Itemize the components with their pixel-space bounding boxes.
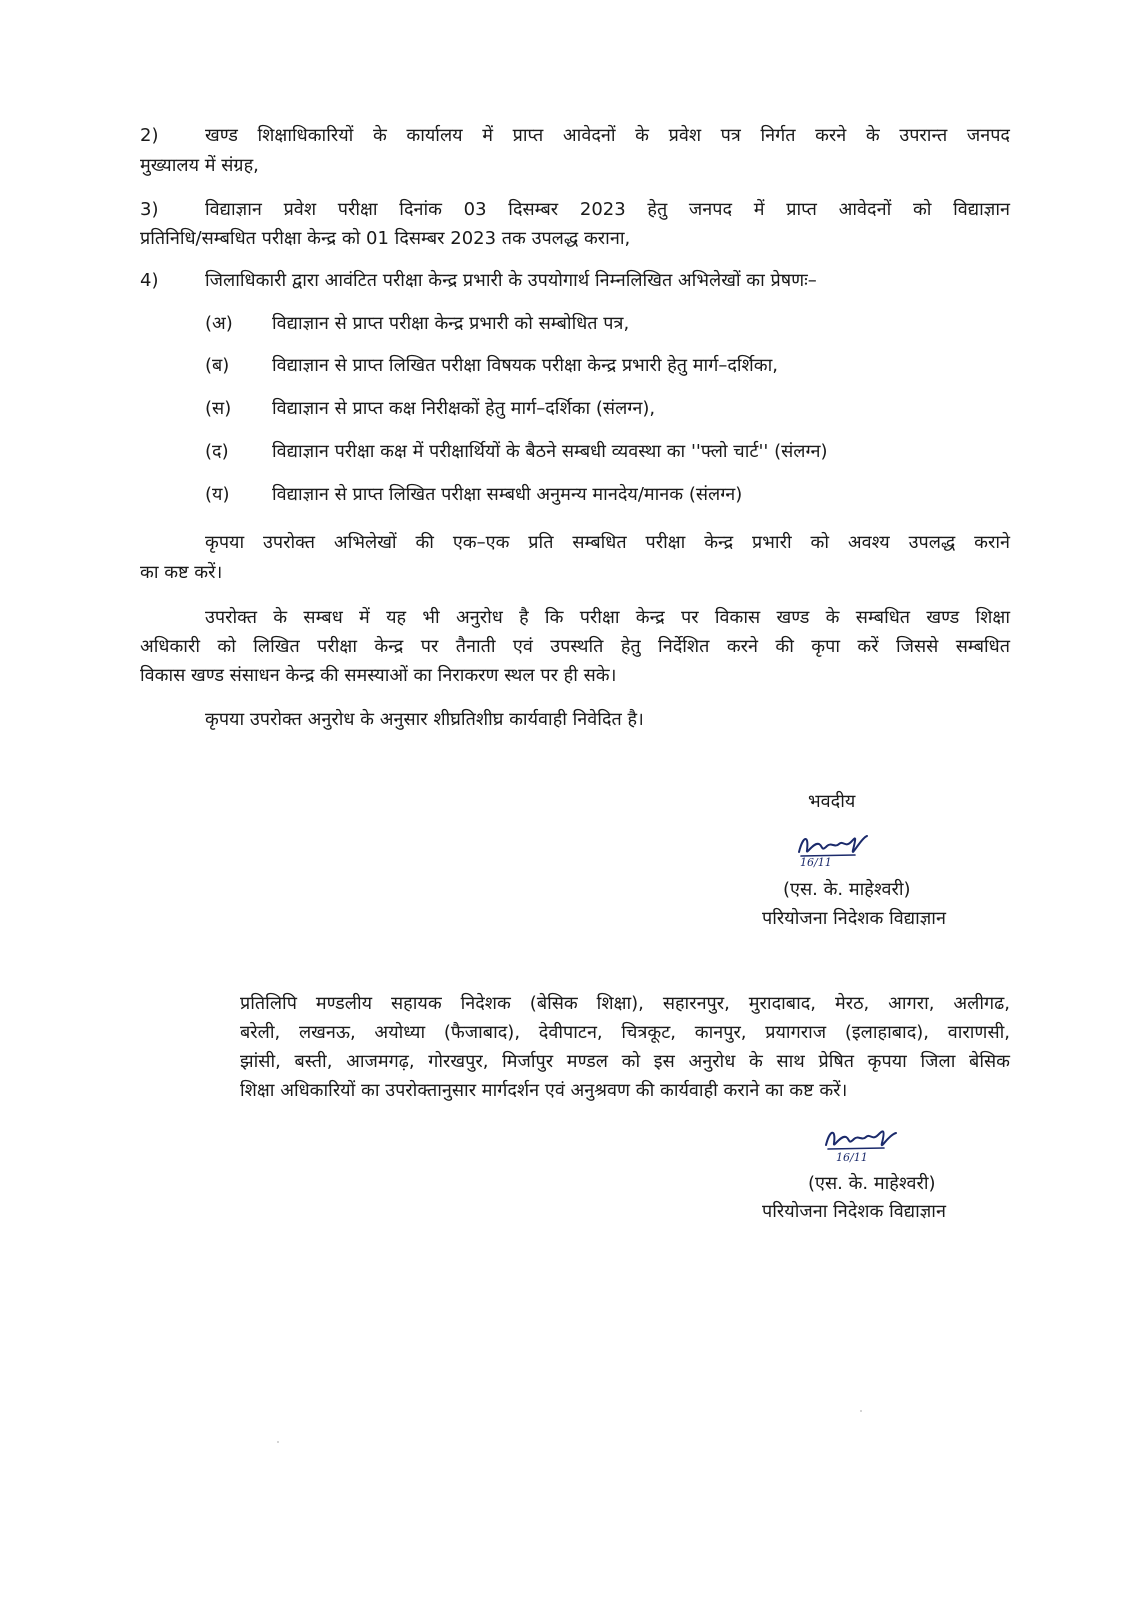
copy-line-3: झांसी, बस्ती, आजमगढ़, गोरखपुर, मिर्जापुर मण्डल को इस अनुरोध के साथ प्रेषित कृपया जिला बेसिक	[240, 1051, 1010, 1072]
point-2-line-1: खण्ड शिक्षाधिकारियों के कार्यालय में प्राप्त आवेदनों के प्रवेश पत्र निर्गत करने के उपरान्त जनपद	[205, 125, 1010, 146]
point-3-line-2: प्रतिनिधि/सम्बधित परीक्षा केन्द्र को 01 दिसम्बर 2023 तक उपलद्ध कराना,	[140, 228, 631, 249]
paragraph-1-line-2: का कष्ट करें।	[140, 562, 223, 583]
subpoint-c-text: विद्याज्ञान से प्राप्त कक्ष निरीक्षकों हेतु मार्ग–दर्शिका (संलग्न),	[272, 398, 656, 419]
subpoint-c-label: (स)	[205, 398, 232, 419]
signatory-name-2: (एस. के. माहेश्वरी)	[808, 1173, 936, 1194]
subpoint-b-label: (ब)	[205, 355, 230, 376]
point-4-number: 4)	[140, 270, 159, 291]
copy-line-4: शिक्षा अधिकारियों का उपरोक्तानुसार मार्गदर्शन एवं अनुश्रवण की कार्यवाही कराने का कष्ट करें।	[240, 1080, 848, 1101]
subpoint-e-text: विद्याज्ञान से प्राप्त लिखित परीक्षा सम्बधी अनुमन्य मानदेय/मानक (संलग्न)	[272, 484, 743, 505]
point-2-line-2: मुख्यालय में संग्रह,	[140, 155, 259, 176]
signatory-designation-1: परियोजना निदेशक विद्याज्ञान	[762, 908, 946, 929]
scan-speck	[860, 1410, 862, 1412]
point-4-line-1: जिलाधिकारी द्वारा आवंटित परीक्षा केन्द्र प्रभारी के उपयोगार्थ निम्नलिखित अभिलेखों का प्रेषणः–	[205, 270, 817, 291]
paragraph-2-line-3: विकास खण्ड संसाधन केन्द्र की समस्याओं का निराकरण स्थल पर ही सके।	[140, 665, 617, 686]
subpoint-d-text: विद्याज्ञान परीक्षा कक्ष में परीक्षार्थियों के बैठने सम्बधी व्यवस्था का ''फ्लो चार्ट'' (संलग्न)	[272, 441, 828, 462]
paragraph-2-line-2: अधिकारी को लिखित परीक्षा केन्द्र पर तैनाती एवं उपस्थति हेतु निर्देशित करने की कृपा करें जिससे सम्बधित	[140, 636, 1010, 657]
subpoint-b-text: विद्याज्ञान से प्राप्त लिखित परीक्षा विषयक परीक्षा केन्द्र प्रभारी हेतु मार्ग–दर्शिका,	[272, 355, 779, 376]
copy-line-2: बरेली, लखनऊ, अयोध्या (फैजाबाद), देवीपाटन, चित्रकूट, कानपुर, प्रयागराज (इलाहाबाद), वाराणसी,	[240, 1022, 1010, 1043]
subpoint-a-text: विद्याज्ञान से प्राप्त परीक्षा केन्द्र प्रभारी को सम्बोधित पत्र,	[272, 313, 630, 334]
copy-line-1: प्रतिलिपि मण्डलीय सहायक निदेशक (बेसिक शिक्षा), सहारनपुर, मुरादाबाद, मेरठ, आगरा, अलीगढ,	[240, 993, 1010, 1014]
signature-date-2: 16/11	[836, 1151, 868, 1164]
subpoint-a-label: (अ)	[205, 313, 233, 334]
subpoint-e-label: (य)	[205, 484, 230, 505]
scan-speck	[277, 1441, 279, 1443]
paragraph-1-line-1: कृपया उपरोक्त अभिलेखों की एक–एक प्रति सम्बधित परीक्षा केन्द्र प्रभारी को अवश्य उपलद्ध कराने	[205, 532, 1010, 553]
paragraph-3-line-1: कृपया उपरोक्त अनुरोध के अनुसार शीघ्रतिशीघ्र कार्यवाही निवेदित है।	[205, 709, 644, 730]
signatory-name-1: (एस. के. माहेश्वरी)	[783, 879, 911, 900]
signature-date-1: 16/11	[800, 856, 832, 869]
signatory-designation-2: परियोजना निदेशक विद्याज्ञान	[762, 1201, 946, 1222]
paragraph-2-line-1: उपरोक्त के सम्बध में यह भी अनुरोध है कि परीक्षा केन्द्र पर विकास खण्ड के सम्बधित खण्ड शिक्षा	[205, 607, 1010, 628]
point-2-number: 2)	[140, 125, 159, 146]
point-3-line-1: विद्याज्ञान प्रवेश परीक्षा दिनांक 03 दिसम्बर 2023 हेतु जनपद में प्राप्त आवेदनों को विद्याज्ञान	[205, 199, 1010, 220]
subpoint-d-label: (द)	[205, 441, 229, 462]
point-3-number: 3)	[140, 199, 159, 220]
closing-text: भवदीय	[808, 791, 856, 812]
